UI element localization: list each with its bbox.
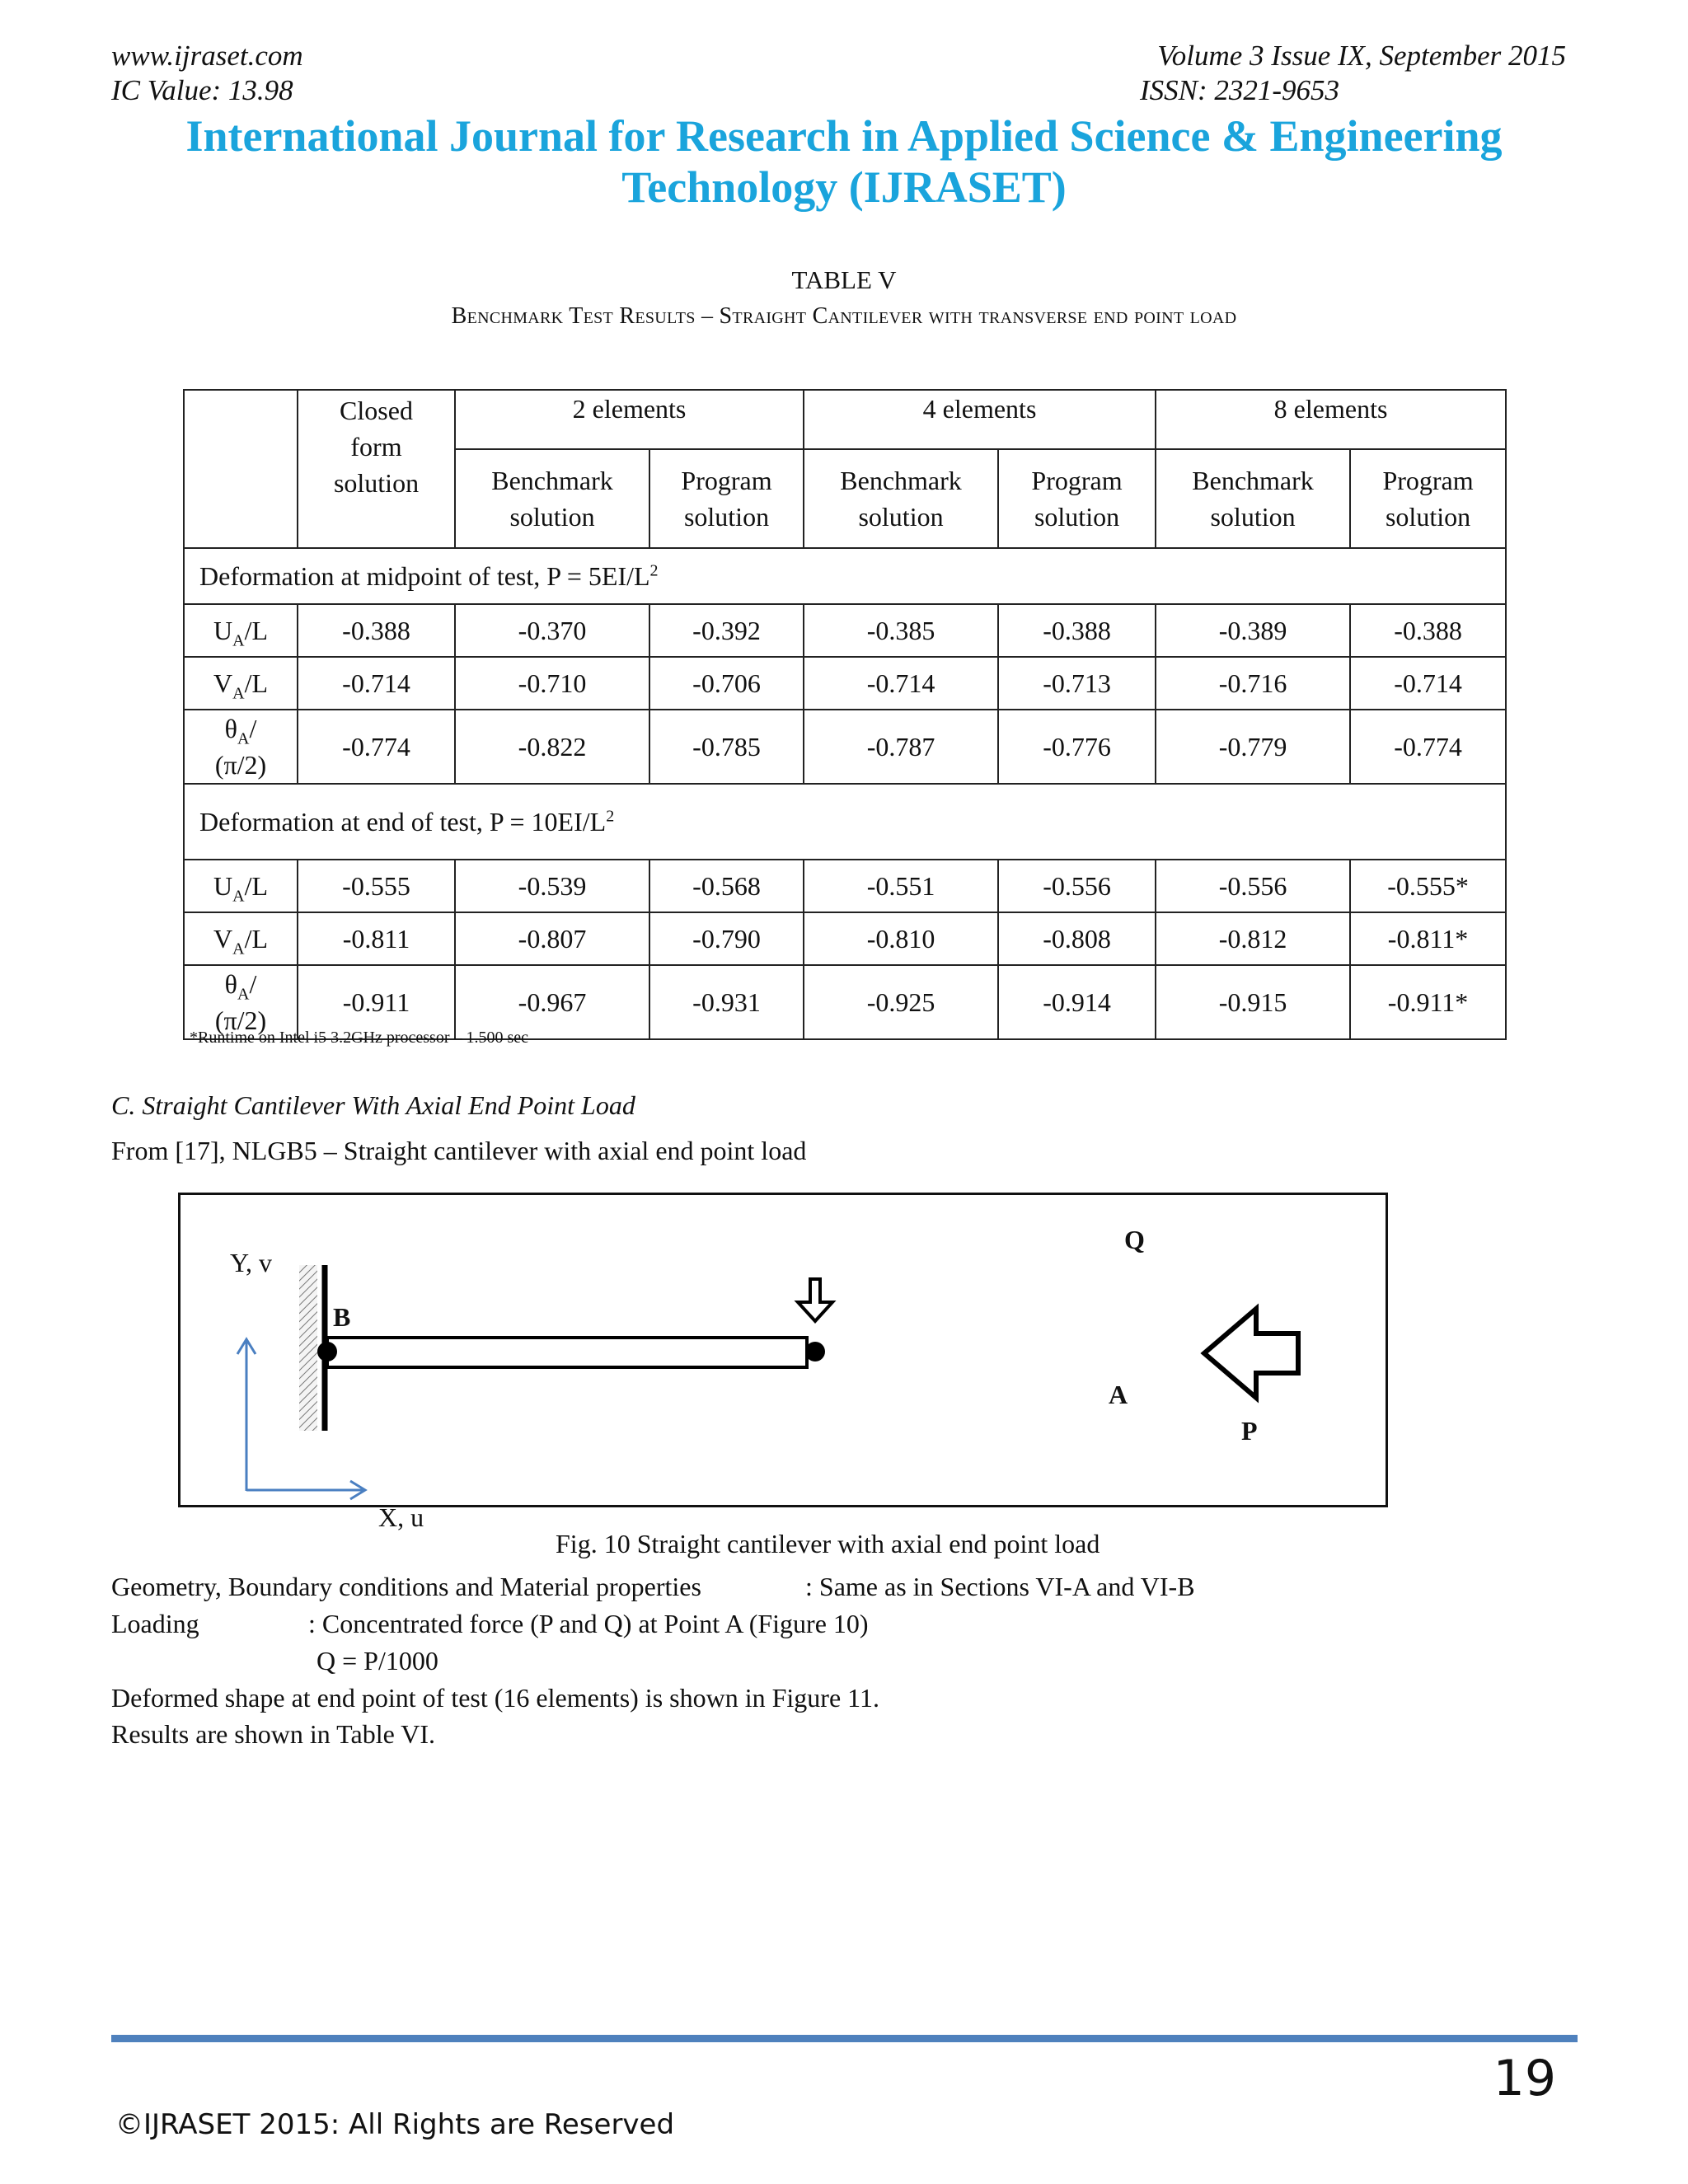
point-b-node	[317, 1342, 337, 1361]
table-cell: -0.811	[298, 912, 455, 965]
row-label-ua: $U_A/L$	[184, 860, 298, 912]
row-label-theta: $\theta_A/$ (π/2)	[184, 710, 298, 784]
table-cell: -0.392	[649, 604, 804, 657]
table-cell: -0.388	[298, 604, 455, 657]
table-cell: -0.787	[804, 710, 998, 784]
journal-title-line1: International Journal for Research in Applied Science & Engineering	[185, 111, 1503, 161]
benchmark-header: Benchmark solution	[1156, 449, 1350, 548]
table-cell: -0.370	[455, 604, 649, 657]
geometry-label: Geometry, Boundary conditions and Material properties	[111, 1572, 701, 1601]
table-cell: -0.556	[998, 860, 1156, 912]
loading-value: : Concentrated force (P and Q) at Point A (Figure 10)	[308, 1609, 869, 1638]
section-c-intro: From [17], NLGB5 – Straight cantilever with axial end point load	[111, 1136, 807, 1165]
table-cell: -0.911*	[1350, 965, 1506, 1039]
table-cell: -0.710	[455, 657, 649, 710]
journal-title-line2: Technology (IJRASET)	[621, 162, 1067, 212]
axis-y	[237, 1339, 256, 1491]
table-cell: -0.385	[804, 604, 998, 657]
load-p-label: P	[1241, 1416, 1258, 1446]
table-cell: -0.389	[1156, 604, 1350, 657]
table-cell: -0.967	[455, 965, 649, 1039]
table-cell: -0.555	[298, 860, 455, 912]
point-b-label: B	[333, 1302, 351, 1332]
runtime-note: *Runtime on Intel i5 3.2GHz processor – 1.500 sec	[190, 1029, 529, 1047]
table-cell: -0.774	[1350, 710, 1506, 784]
group-2-elements: 2 elements	[455, 390, 804, 449]
table-cell: -0.716	[1156, 657, 1350, 710]
table-cell: -0.790	[649, 912, 804, 965]
table-cell: -0.812	[1156, 912, 1350, 965]
table-cell: -0.774	[298, 710, 455, 784]
row-label-ua: $U_A/L$	[184, 604, 298, 657]
table-cell: -0.807	[455, 912, 649, 965]
table-cell: -0.555*	[1350, 860, 1506, 912]
axis-x	[246, 1481, 365, 1499]
table-number: TABLE V	[791, 265, 897, 294]
program-header: Program solution	[998, 449, 1156, 548]
beam	[327, 1338, 807, 1367]
group-4-elements: 4 elements	[804, 390, 1156, 449]
website[interactable]: www.ijraset.com	[111, 40, 303, 72]
loading-label: Loading	[111, 1609, 199, 1638]
table-title: Benchmark Test Results – Straight Cantilever with transverse end point load	[451, 303, 1237, 329]
point-a-label: A	[1109, 1380, 1128, 1409]
fixed-support-hatch	[299, 1265, 317, 1431]
table-cell: -0.785	[649, 710, 804, 784]
cantilever-diagram	[181, 1195, 1386, 1505]
row-label-va: $V_A/L$	[184, 912, 298, 965]
copyright: ©IJRASET 2015: All Rights are Reserved	[115, 2108, 675, 2141]
table-cell: -0.925	[804, 965, 998, 1039]
table-cell: -0.714	[804, 657, 998, 710]
section-midpoint: Deformation at midpoint of test, $P = 5EI/L^2$	[184, 548, 1506, 604]
deformed-shape-text: Deformed shape at end point of test (16 elements) is shown in Figure 11.	[111, 1683, 879, 1713]
load-q-label: Q	[1124, 1225, 1145, 1254]
closed-form-header: Closed form solution	[298, 390, 455, 548]
table-cell: -0.568	[649, 860, 804, 912]
figure-10	[178, 1193, 1388, 1532]
group-8-elements: 8 elements	[1156, 390, 1506, 449]
point-a-node	[805, 1342, 825, 1361]
table-cell: -0.776	[998, 710, 1156, 784]
table-cell: -0.706	[649, 657, 804, 710]
page-number: 19	[1493, 2050, 1556, 2107]
table-cell: -0.551	[804, 860, 998, 912]
table-cell: -0.388	[998, 604, 1156, 657]
benchmark-header: Benchmark solution	[804, 449, 998, 548]
table-cell: -0.556	[1156, 860, 1350, 912]
ic-value: IC Value: 13.98	[111, 74, 293, 106]
table-cell: -0.714	[1350, 657, 1506, 710]
table-cell: -0.931	[649, 965, 804, 1039]
x-axis-label: X, u	[378, 1502, 424, 1532]
table-cell: -0.822	[455, 710, 649, 784]
figure-caption: Fig. 10 Straight cantilever with axial end point load	[556, 1529, 1100, 1558]
table-cell: -0.388	[1350, 604, 1506, 657]
load-p-arrow	[1204, 1309, 1298, 1398]
table-cell: -0.911	[298, 965, 455, 1039]
results-table	[183, 389, 1507, 1040]
section-c-heading: C. Straight Cantilever With Axial End Point Load	[111, 1090, 635, 1120]
q-equation: Q = P/1000	[316, 1646, 438, 1675]
benchmark-header: Benchmark solution	[455, 449, 649, 548]
geometry-value: : Same as in Sections VI-A and VI-B	[805, 1572, 1195, 1601]
program-header: Program solution	[649, 449, 804, 548]
row-label-theta: $\theta_A/$ (π/2)	[184, 965, 298, 1039]
issn: ISSN: 2321-9653	[1140, 74, 1340, 106]
table-cell: -0.808	[998, 912, 1156, 965]
load-q-arrow	[798, 1279, 832, 1321]
table-cell: -0.810	[804, 912, 998, 965]
corner-cell	[184, 390, 298, 548]
section-end: Deformation at end of test, $P = 10EI/L^2$	[184, 784, 1506, 860]
table-cell: -0.914	[998, 965, 1156, 1039]
table-cell: -0.539	[455, 860, 649, 912]
footer-rule	[111, 2035, 1578, 2042]
table-cell: -0.714	[298, 657, 455, 710]
table-cell: -0.779	[1156, 710, 1350, 784]
program-header: Program solution	[1350, 449, 1506, 548]
results-reference-text: Results are shown in Table VI.	[111, 1719, 435, 1749]
table-cell: -0.811*	[1350, 912, 1506, 965]
table-cell: -0.713	[998, 657, 1156, 710]
y-axis-label: Y, v	[230, 1248, 272, 1277]
volume-issue: Volume 3 Issue IX, September 2015	[1157, 40, 1566, 72]
row-label-va: $V_A/L$	[184, 657, 298, 710]
table-cell: -0.915	[1156, 965, 1350, 1039]
